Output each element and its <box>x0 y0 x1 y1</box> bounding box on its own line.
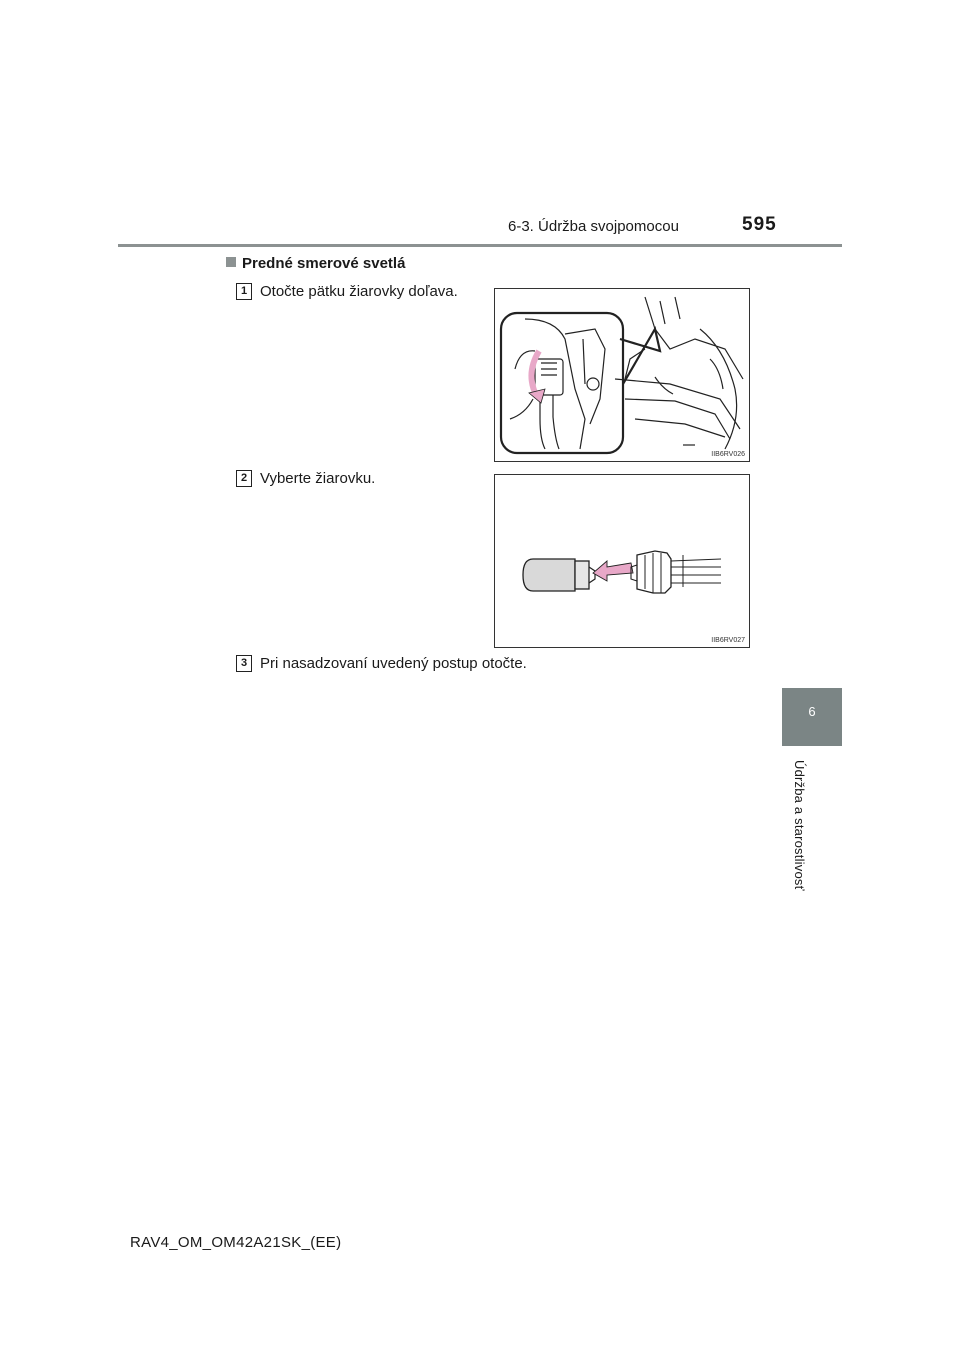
step-number-2: 2 <box>236 470 252 487</box>
footer-doc-code: RAV4_OM_OM42A21SK_(EE) <box>130 1234 342 1251</box>
step-number-1: 1 <box>236 283 252 300</box>
chapter-title-vertical: Údržba a starostlivosť <box>792 760 807 891</box>
step-text-1: Otočte pätku žiarovky doľava. <box>260 283 458 300</box>
bulb-removal-illustration <box>495 475 749 647</box>
figure-code-2: IIB6RV027 <box>711 637 745 644</box>
section-square-icon <box>226 257 236 267</box>
header-rule <box>118 244 842 247</box>
page-number: 595 <box>742 214 777 235</box>
figure-headlight-socket <box>494 288 750 462</box>
section-title <box>226 255 405 272</box>
step-text-3: Pri nasadzovaní uvedený postup otočte. <box>260 655 527 672</box>
step-text-2: Vyberte žiarovku. <box>260 470 376 487</box>
step-number-3: 3 <box>236 655 252 672</box>
figure-bulb-removal <box>494 474 750 648</box>
section-title-text: Predné smerové svetlá <box>242 255 406 272</box>
chapter-tab <box>782 688 842 746</box>
figure-code-1: IIB6RV026 <box>711 451 745 458</box>
chapter-number: 6 <box>808 704 816 719</box>
header-section-title: 6-3. Údržba svojpomocou <box>508 218 679 235</box>
headlight-socket-illustration <box>495 289 749 461</box>
